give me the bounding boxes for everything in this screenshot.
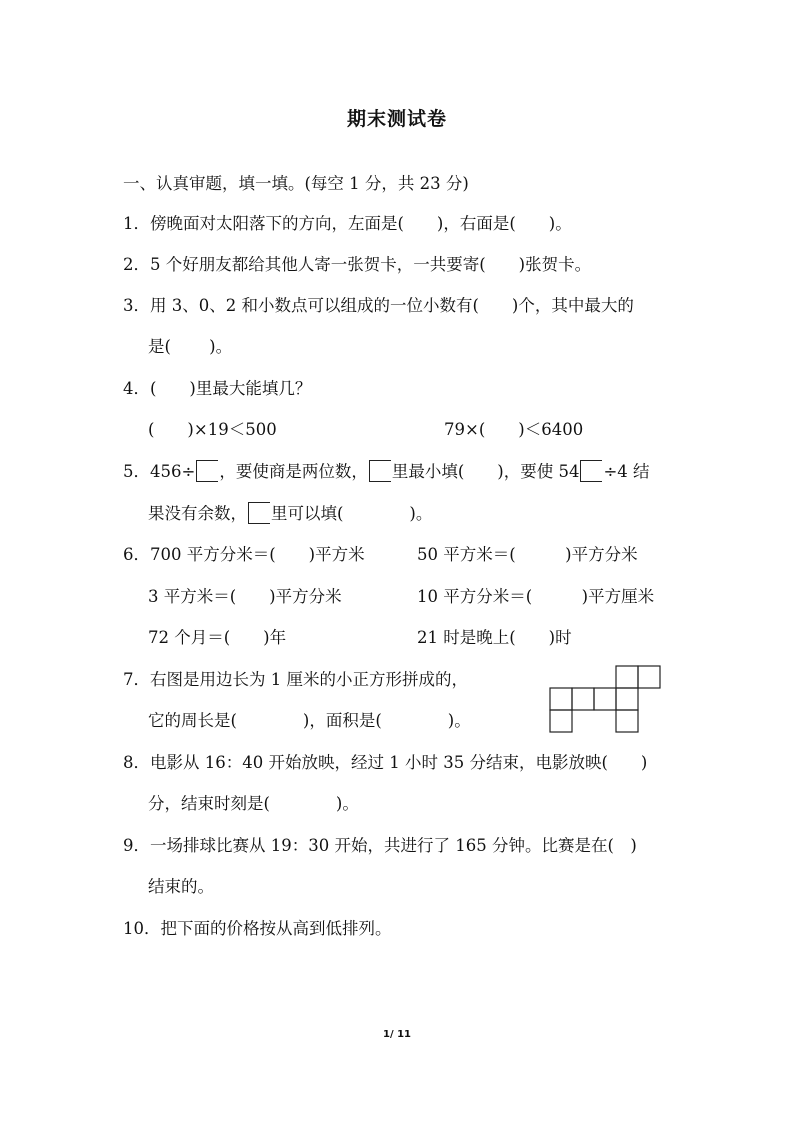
q5-text-b: ，要使商是两位数， <box>219 462 368 481</box>
grid-square <box>616 710 638 732</box>
page-number: 1/ 11 <box>382 1029 411 1040</box>
question-3-line-2: 是( )。 <box>148 337 233 356</box>
grid-square <box>550 710 572 732</box>
question-7-line-1: 7．右图是用边长为 1 厘米的小正方形拼成的， <box>123 670 468 689</box>
blank-box-icon <box>369 460 391 482</box>
question-2: 2．5 个好朋友都给其他人寄一张贺卡，一共要寄( )张贺卡。 <box>123 255 592 274</box>
question-6-a: 6．700 平方分米＝( )平方米 <box>123 545 365 564</box>
grid-square <box>616 688 638 710</box>
q5-text-d: ÷4 结 <box>603 462 650 481</box>
question-5-line-2 <box>148 502 432 526</box>
question-9-line-1: 9．一场排球比赛从 19：30 开始，共进行了 165 分钟。比赛是在( ) <box>123 836 637 855</box>
blank-box-icon <box>248 502 270 524</box>
blank-box-icon <box>580 460 602 482</box>
question-7-line-2: 它的周长是( )，面积是( )。 <box>148 711 471 730</box>
question-10: 10．把下面的价格按从高到低排列。 <box>123 919 392 938</box>
blank-box-icon <box>196 460 218 482</box>
grid-square <box>594 688 616 710</box>
grid-square <box>638 666 660 688</box>
question-5-line-1 <box>123 460 650 484</box>
question-6-d: 10 平方分米＝( )平方厘米 <box>417 587 655 606</box>
question-6-c: 3 平方米＝( )平方分米 <box>148 587 342 606</box>
question-3-line-1: 3．用 3、0、2 和小数点可以组成的一位小数有( )个，其中最大的 <box>123 296 634 315</box>
section-heading: 一、认真审题，填一填。(每空 1 分，共 23 分) <box>123 174 469 193</box>
question-6-e: 72 个月＝( )年 <box>148 628 287 647</box>
square-grid-figure <box>549 664 661 734</box>
question-4-part-b: 79×( )＜6400 <box>444 420 584 439</box>
grid-square <box>572 688 594 710</box>
grid-square <box>550 688 572 710</box>
question-6-f: 21 时是晚上( )时 <box>417 628 572 647</box>
question-8-line-1: 8．电影从 16：40 开始放映，经过 1 小时 35 分结束，电影放映( ) <box>123 753 648 772</box>
question-8-line-2: 分，结束时刻是( )。 <box>148 794 359 813</box>
q5-text-a: 5．456÷ <box>123 462 196 481</box>
page-title: 期末测试卷 <box>346 108 447 130</box>
q5-line2-text-a: 果没有余数， <box>148 504 247 523</box>
grid-square <box>616 666 638 688</box>
question-6-b: 50 平方米＝( )平方分米 <box>417 545 638 564</box>
question-4: 4．( )里最大能填几？ <box>123 379 312 398</box>
question-4-part-a: ( )×19＜500 <box>148 420 277 439</box>
question-1: 1．傍晚面对太阳落下的方向，左面是( )，右面是( )。 <box>123 214 572 233</box>
q5-line2-text-b: 里可以填( )。 <box>271 504 433 523</box>
question-9-line-2: 结束的。 <box>148 877 214 896</box>
q5-text-c: 里最小填( )，要使 54 <box>391 462 580 481</box>
